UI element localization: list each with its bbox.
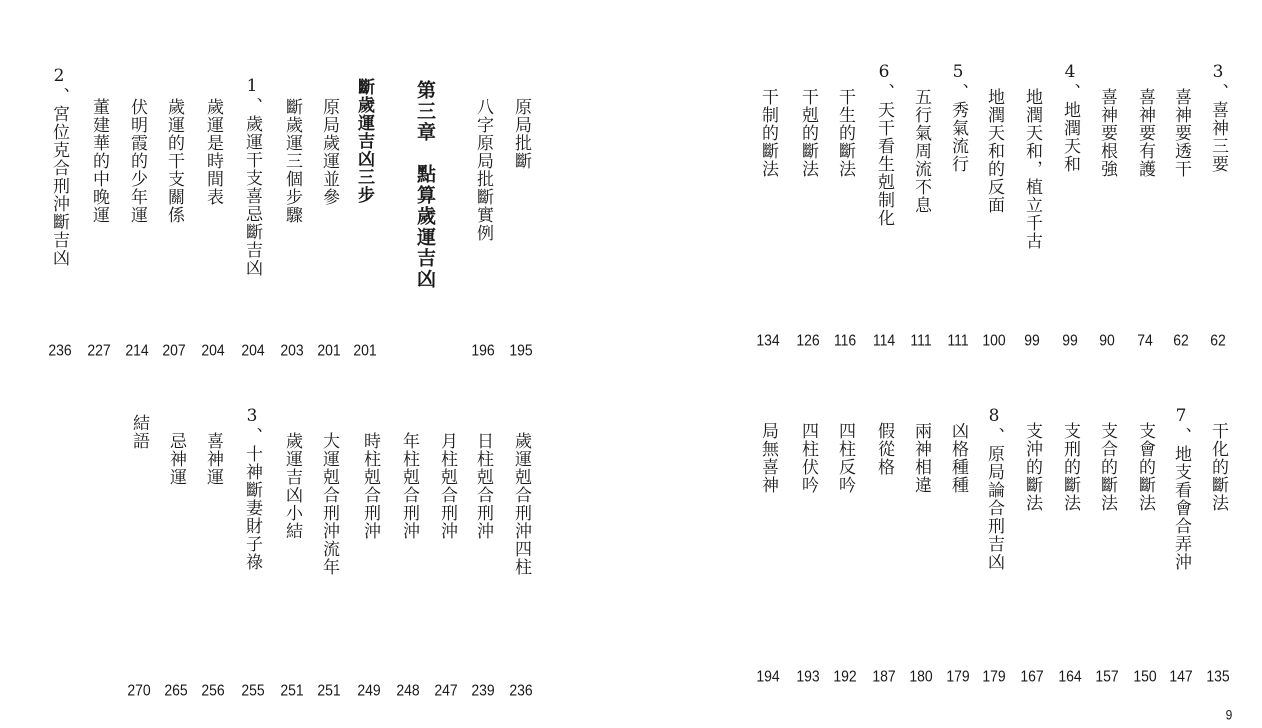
- toc-entry-page: 236: [48, 340, 72, 360]
- toc-entry-title: 3、喜神三要: [1208, 62, 1228, 173]
- toc-entry-page: 195: [509, 340, 533, 360]
- toc-entry-page: 147: [1169, 666, 1193, 686]
- toc-entry-title: 7、地支看會合弄沖: [1171, 406, 1191, 571]
- toc-entry-title: 1、歲運干支喜忌斷吉凶: [242, 76, 262, 277]
- toc-entry-title: 喜神要透干: [1171, 88, 1191, 178]
- toc-entry-title: 喜神運: [203, 432, 223, 486]
- toc-entry-page: 179: [982, 666, 1006, 686]
- toc-entry-title: 日柱剋合刑沖: [473, 432, 493, 540]
- toc-entry-page: 180: [909, 666, 933, 686]
- toc-entry-page: 204: [201, 340, 225, 360]
- toc-entry-title: 地潤天和，植立千古: [1022, 88, 1042, 250]
- toc-entry-title: 歲運是時間表: [203, 98, 223, 206]
- toc-entry-page: 62: [1210, 330, 1226, 350]
- toc-entry-page: 99: [1024, 330, 1040, 350]
- toc-entry-page: 116: [833, 330, 857, 350]
- chapter-heading: 第三章 點算歲運吉凶: [414, 80, 436, 290]
- toc-entry-title: 歲運吉凶小結: [282, 432, 302, 540]
- toc-entry-page: 251: [280, 680, 304, 700]
- toc-entry-page: 203: [280, 340, 304, 360]
- right-page: [631, 0, 1262, 728]
- toc-entry-page: 135: [1206, 666, 1230, 686]
- toc-entry-title: 6、天干看生剋制化: [874, 62, 894, 227]
- toc-entry-page: 126: [796, 330, 820, 350]
- toc-entry-page: 193: [796, 666, 820, 686]
- toc-entry-title: 喜神要根強: [1097, 88, 1117, 178]
- toc-entry-page: 239: [471, 680, 495, 700]
- toc-entry-title: 支刑的斷法: [1060, 422, 1080, 512]
- toc-entry-page: 236: [509, 680, 533, 700]
- toc-entry-page: 247: [434, 680, 458, 700]
- toc-entry-title: 干剋的斷法: [798, 88, 818, 178]
- toc-entry-page: 164: [1058, 666, 1082, 686]
- toc-entry-page: 187: [872, 666, 896, 686]
- page-number: 9: [1225, 706, 1233, 724]
- section-heading: 斷歲運吉凶三步: [354, 78, 374, 204]
- toc-entry-title: 3、十神斷妻財子祿: [242, 406, 262, 571]
- toc-entry-title: 兩神相違: [911, 422, 931, 494]
- toc-entry-title: 2、宮位克合刑沖斷吉凶: [49, 66, 69, 267]
- toc-entry-page: 249: [357, 680, 381, 700]
- toc-entry-page: 62: [1173, 330, 1189, 350]
- toc-entry-title: 假從格: [874, 422, 894, 476]
- toc-entry-page: 111: [947, 330, 969, 350]
- toc-entry-title: 原局批斷: [511, 98, 531, 170]
- toc-entry-page: 255: [241, 680, 265, 700]
- toc-entry-title: 時柱剋合刑沖: [360, 432, 380, 540]
- toc-entry-title: 歲運剋合刑沖四柱: [511, 432, 531, 576]
- toc-entry-page: 90: [1099, 330, 1115, 350]
- toc-entry-page: 134: [756, 330, 780, 350]
- toc-entry-title: 支會的斷法: [1135, 422, 1155, 512]
- toc-entry-title: 8、原局論合刑吉凶: [984, 406, 1004, 571]
- toc-entry-title: 結語: [129, 414, 149, 450]
- toc-entry-title: 地潤天和的反面: [984, 88, 1004, 214]
- toc-entry-title: 4、地潤天和: [1060, 62, 1080, 173]
- toc-entry-page: 248: [396, 680, 420, 700]
- toc-entry-page: 227: [87, 340, 111, 360]
- toc-entry-page: 179: [946, 666, 970, 686]
- toc-entry-title: 五行氣周流不息: [911, 88, 931, 214]
- toc-entry-title: 干生的斷法: [835, 88, 855, 178]
- toc-entry-page: 99: [1062, 330, 1078, 350]
- toc-entry-page: 194: [756, 666, 780, 686]
- toc-entry-page: 214: [125, 340, 149, 360]
- toc-entry-page: 201: [317, 340, 341, 360]
- toc-entry-page: 150: [1133, 666, 1157, 686]
- toc-entry-page: 204: [241, 340, 265, 360]
- toc-entry-title: 斷歲運三個步驟: [282, 98, 302, 224]
- toc-entry-page: 114: [872, 330, 896, 350]
- toc-entry-title: 伏明霞的少年運: [127, 98, 147, 224]
- toc-entry-title: 八字原局批斷實例: [473, 98, 493, 242]
- toc-entry-title: 年柱剋合刑沖: [399, 432, 419, 540]
- toc-entry-title: 大運剋合刑沖流年: [319, 432, 339, 576]
- toc-entry-page: 265: [164, 680, 188, 700]
- toc-entry-page: 192: [833, 666, 857, 686]
- toc-entry-title: 凶格種種: [948, 422, 968, 494]
- toc-entry-title: 5、秀氣流行: [948, 62, 968, 173]
- toc-entry-page: 157: [1095, 666, 1119, 686]
- toc-entry-title: 局無喜神: [758, 422, 778, 494]
- toc-entry-page: 196: [471, 340, 495, 360]
- toc-entry-title: 董建華的中晚運: [89, 98, 109, 224]
- toc-entry-page: 201: [353, 340, 377, 360]
- toc-entry-title: 干制的斷法: [758, 88, 778, 178]
- toc-entry-title: 干化的斷法: [1208, 422, 1228, 512]
- toc-entry-title: 歲運的干支關係: [164, 98, 184, 224]
- toc-entry-title: 四柱反吟: [835, 422, 855, 494]
- toc-entry-title: 原局歲運並參: [319, 98, 339, 206]
- toc-entry-page: 111: [910, 330, 932, 350]
- toc-entry-title: 支合的斷法: [1097, 422, 1117, 512]
- toc-entry-page: 270: [127, 680, 151, 700]
- toc-entry-page: 167: [1020, 666, 1044, 686]
- toc-entry-page: 256: [201, 680, 225, 700]
- toc-entry-page: 74: [1137, 330, 1153, 350]
- toc-entry-page: 100: [982, 330, 1006, 350]
- toc-entry-title: 月柱剋合刑沖: [437, 432, 457, 540]
- toc-entry-title: 忌神運: [166, 432, 186, 486]
- toc-entry-title: 四柱伏吟: [798, 422, 818, 494]
- toc-entry-title: 喜神要有護: [1135, 88, 1155, 178]
- toc-entry-title: 支沖的斷法: [1022, 422, 1042, 512]
- toc-entry-page: 251: [317, 680, 341, 700]
- toc-entry-page: 207: [162, 340, 186, 360]
